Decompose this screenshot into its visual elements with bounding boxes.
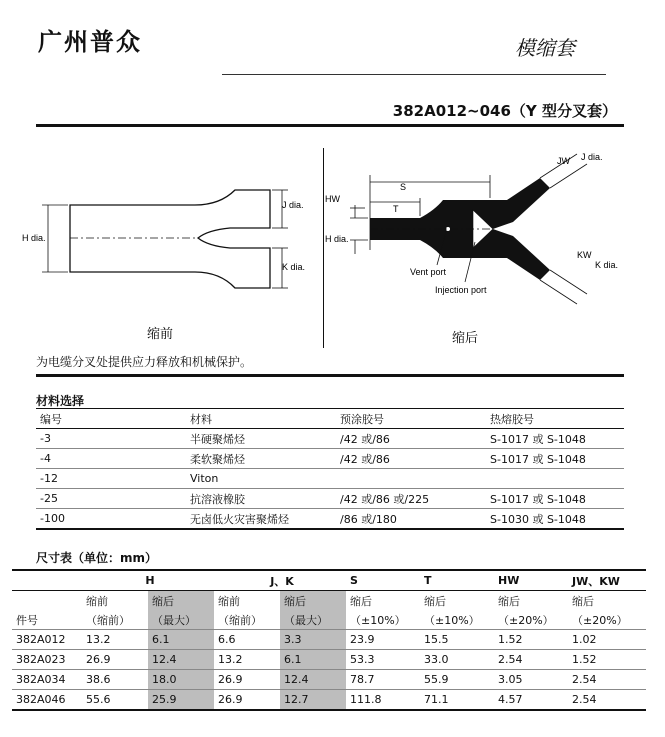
cell: 12.4 [148, 650, 214, 670]
sub1: 缩后 [148, 591, 214, 611]
group-s: S [350, 574, 358, 587]
table-row [36, 449, 624, 469]
cell: 1.02 [572, 633, 597, 646]
part-label: 件号 [16, 613, 38, 627]
col-code: 编号 [40, 412, 62, 426]
cell: 53.3 [350, 653, 375, 666]
sub2: （缩前） [86, 613, 130, 627]
sub2: （±20%） [498, 613, 554, 627]
sub2: （±20%） [572, 613, 628, 627]
cell: 半硬聚烯烃 [190, 432, 245, 446]
injection-port-label: Injection port [435, 285, 487, 295]
dimensions-title: 尺寸表（单位：mm） [36, 551, 158, 565]
cell: 6.1 [148, 630, 214, 650]
cell [486, 469, 624, 489]
cell: /86 或/180 [340, 512, 397, 526]
materials-table [36, 408, 624, 530]
section-rule [36, 374, 624, 377]
table-row [36, 489, 624, 509]
jw-label: JW [557, 156, 570, 166]
cell: 3.3 [280, 630, 346, 650]
part-number-title: 382A012~046（Y 型分叉套） [392, 102, 617, 120]
sub2: （±10%） [350, 613, 406, 627]
cell: 柔软聚烯烃 [190, 452, 245, 466]
sub1: 缩后 [572, 594, 594, 608]
cell: 4.57 [498, 693, 523, 706]
sub1: 缩前 [86, 594, 108, 608]
cell: S-1017 或 S-1048 [490, 492, 586, 506]
dim-sub1-row [12, 591, 646, 611]
col-hotmelt: 热熔胶号 [490, 412, 534, 426]
table-row [12, 670, 646, 690]
cell: S-1030 或 S-1048 [490, 512, 586, 526]
cell: Viton [190, 472, 219, 485]
cell: 12.4 [280, 670, 346, 690]
cell: -3 [40, 432, 51, 445]
cell: 382A046 [16, 693, 66, 706]
cell: 26.9 [218, 693, 243, 706]
cell: 6.1 [280, 650, 346, 670]
sub2: （最大） [148, 610, 214, 630]
cell: 15.5 [424, 633, 449, 646]
cell: 1.52 [498, 633, 523, 646]
cell: 2.54 [498, 653, 523, 666]
materials-title: 材料选择 [36, 394, 85, 408]
dim-sub2-row [12, 610, 646, 630]
k-dia-after-label: K dia. [595, 260, 619, 270]
sub1: 缩后 [498, 594, 520, 608]
group-h: H [145, 574, 155, 587]
company-name: 广州普众 [38, 28, 142, 56]
cell: 55.6 [86, 693, 111, 706]
table-row [12, 650, 646, 670]
group-hw: HW [498, 574, 520, 587]
cell: S-1017 或 S-1048 [490, 432, 586, 446]
cell: 78.7 [350, 673, 375, 686]
cell: /42 或/86 或/225 [340, 492, 430, 506]
caption-before: 缩前 [146, 326, 174, 341]
cell: 382A012 [16, 633, 66, 646]
j-dia-after-label: J dia. [581, 152, 603, 162]
sub2: （±10%） [424, 613, 480, 627]
j-dia-label: J dia. [282, 200, 304, 210]
dimensions-table [12, 569, 646, 711]
h-dia-label: H dia. [22, 233, 46, 243]
col-precoat: 预涂胶号 [340, 412, 384, 426]
sub2: （缩前） [218, 613, 262, 627]
hw-label: HW [325, 194, 340, 204]
cell: /42 或/86 [340, 452, 390, 466]
cell: 382A023 [16, 653, 66, 666]
cell: 2.54 [572, 693, 597, 706]
group-jk: J、K [270, 574, 294, 588]
sub1: 缩后 [280, 591, 346, 611]
cell: 6.6 [218, 633, 236, 646]
figure-separator [323, 148, 324, 348]
cell: 1.52 [572, 653, 597, 666]
figure-after-shrink [325, 150, 625, 350]
materials-header-row [36, 409, 624, 429]
cell: 38.6 [86, 673, 111, 686]
cell: -4 [40, 452, 51, 465]
sub1: 缩前 [218, 594, 240, 608]
cell: 12.7 [280, 690, 346, 711]
cell: 18.0 [148, 670, 214, 690]
h-dia-after-label: H dia. [325, 234, 349, 244]
cell: 无卤低火灾害聚烯烃 [190, 512, 289, 526]
t-label: T [393, 204, 399, 214]
s-label: S [400, 182, 407, 192]
cell [336, 469, 486, 489]
cell: 13.2 [218, 653, 243, 666]
vent-port-label: Vent port [410, 267, 447, 277]
table-row [36, 469, 624, 489]
cell: 26.9 [86, 653, 111, 666]
dim-group-row [12, 570, 646, 591]
kw-label: KW [577, 250, 592, 260]
cell: 26.9 [218, 673, 243, 686]
figure-before-shrink [20, 160, 310, 350]
title-rule [36, 124, 624, 127]
cell: S-1017 或 S-1048 [490, 452, 586, 466]
table-row [12, 630, 646, 650]
product-category: 模缩套 [515, 36, 575, 60]
cell: 3.05 [498, 673, 523, 686]
sub1: 缩后 [350, 594, 372, 608]
product-description: 为电缆分叉处提供应力释放和机械保护。 [36, 355, 253, 369]
cell: -12 [40, 472, 58, 485]
cell: 111.8 [350, 693, 382, 706]
cell: 23.9 [350, 633, 375, 646]
cell: 71.1 [424, 693, 449, 706]
header-divider [222, 74, 606, 75]
cell: 13.2 [86, 633, 111, 646]
cell: 抗溶液橡胶 [190, 492, 245, 506]
cell: 25.9 [148, 690, 214, 711]
cell: 55.9 [424, 673, 449, 686]
cell: 382A034 [16, 673, 66, 686]
group-jwkw: JW、KW [572, 574, 620, 588]
sub1: 缩后 [424, 594, 446, 608]
k-dia-label: K dia. [282, 262, 306, 272]
caption-after: 缩后 [451, 330, 479, 345]
table-row [12, 690, 646, 711]
sub2: （最大） [280, 610, 346, 630]
cell: /42 或/86 [340, 432, 390, 446]
table-row [36, 429, 624, 449]
cell: -25 [40, 492, 58, 505]
cell: -100 [40, 512, 65, 525]
cell: 2.54 [572, 673, 597, 686]
col-material: 材料 [190, 412, 212, 426]
cell: 33.0 [424, 653, 449, 666]
group-t: T [424, 574, 432, 587]
table-row [36, 509, 624, 530]
